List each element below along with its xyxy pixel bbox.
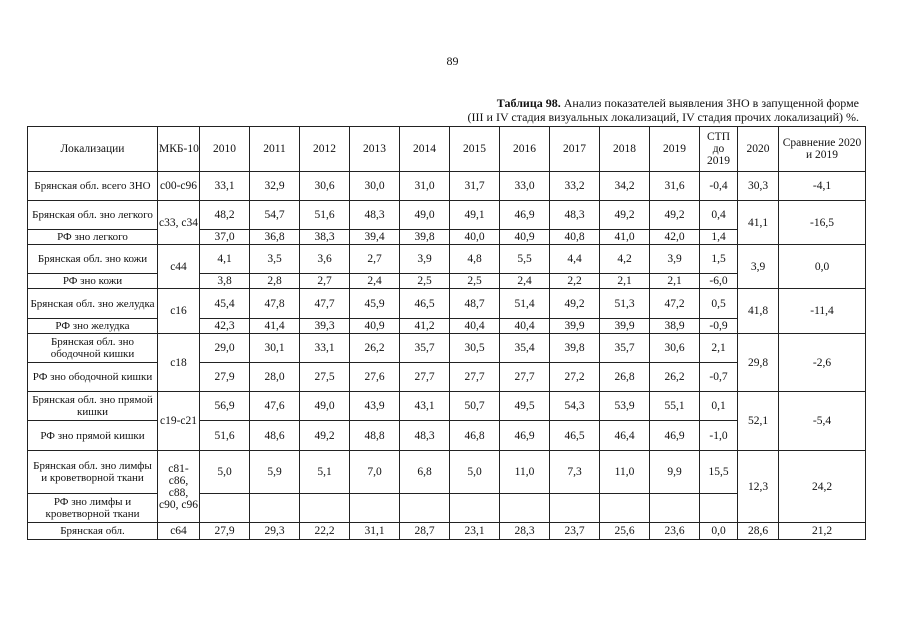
cell: 26,8 (600, 363, 650, 392)
comparison-cell: 21,2 (779, 523, 866, 540)
row-label: РФ зно желудка (28, 319, 158, 334)
cell: 5,0 (450, 451, 500, 494)
cell: 31,7 (450, 172, 500, 201)
cell: 22,2 (300, 523, 350, 540)
row-label: Брянская обл. (28, 523, 158, 540)
cell: 39,9 (600, 319, 650, 334)
cell: 7,0 (350, 451, 400, 494)
cell: 27,7 (500, 363, 550, 392)
cell: 46,9 (500, 201, 550, 230)
row-label: РФ зно ободочной кишки (28, 363, 158, 392)
cell: 2,7 (350, 245, 400, 274)
table-row (28, 245, 866, 274)
cell: 3,8 (200, 274, 250, 289)
y2020-cell: 3,9 (738, 245, 779, 289)
cell (550, 494, 600, 523)
stp-cell: -0,4 (700, 172, 738, 201)
stp-cell: 0,1 (700, 392, 738, 421)
cell: 11,0 (600, 451, 650, 494)
cell: 49,0 (300, 392, 350, 421)
cell: 28,0 (250, 363, 300, 392)
stp-cell: -1,0 (700, 421, 738, 451)
caption-line1: Анализ показателей выявления ЗНО в запущенной форме (560, 96, 859, 110)
cell (200, 494, 250, 523)
y2020-cell: 52,1 (738, 392, 779, 451)
cell: 34,2 (600, 172, 650, 201)
mkb-code: c64 (158, 523, 200, 540)
cell: 28,7 (400, 523, 450, 540)
cell: 55,1 (650, 392, 700, 421)
stp-cell: 2,1 (700, 334, 738, 363)
table-row (28, 392, 866, 421)
cell: 47,2 (650, 289, 700, 319)
mkb-code: c33, c34 (158, 201, 200, 245)
header-2020: 2020 (738, 127, 779, 172)
cell: 49,2 (550, 289, 600, 319)
comparison-cell: 0,0 (779, 245, 866, 289)
cell: 40,9 (350, 319, 400, 334)
row-label: Брянская обл. зно лимфы и кроветворной ткани (28, 451, 158, 494)
cell: 41,0 (600, 230, 650, 245)
cell: 39,9 (550, 319, 600, 334)
cell: 27,9 (200, 523, 250, 540)
cell: 30,6 (650, 334, 700, 363)
cell: 3,5 (250, 245, 300, 274)
cell: 32,9 (250, 172, 300, 201)
cell: 5,9 (250, 451, 300, 494)
y2020-cell: 41,8 (738, 289, 779, 334)
cell: 48,7 (450, 289, 500, 319)
cell: 48,3 (400, 421, 450, 451)
cell: 46,9 (500, 421, 550, 451)
mkb-code: c00-c96 (158, 172, 200, 201)
cell (500, 494, 550, 523)
cell: 3,9 (650, 245, 700, 274)
row-label: Брянская обл. зно кожи (28, 245, 158, 274)
cell: 56,9 (200, 392, 250, 421)
cell: 40,4 (450, 319, 500, 334)
cell: 27,5 (300, 363, 350, 392)
cell: 39,4 (350, 230, 400, 245)
cell: 2,7 (300, 274, 350, 289)
table-row (28, 201, 866, 230)
cell: 38,3 (300, 230, 350, 245)
cell: 38,9 (650, 319, 700, 334)
cell: 33,2 (550, 172, 600, 201)
cell: 9,9 (650, 451, 700, 494)
cell: 48,6 (250, 421, 300, 451)
cell (350, 494, 400, 523)
cell: 31,1 (350, 523, 400, 540)
header-2013: 2013 (350, 127, 400, 172)
row-label: РФ зно лимфы и кроветворной ткани (28, 494, 158, 523)
table-row (28, 289, 866, 319)
cell (650, 494, 700, 523)
cell (600, 494, 650, 523)
cell: 2,5 (400, 274, 450, 289)
cell: 45,4 (200, 289, 250, 319)
cell: 43,1 (400, 392, 450, 421)
header-2018: 2018 (600, 127, 650, 172)
cell: 27,2 (550, 363, 600, 392)
cell: 49,5 (500, 392, 550, 421)
cell: 35,7 (600, 334, 650, 363)
row-label: РФ зно кожи (28, 274, 158, 289)
header-2010: 2010 (200, 127, 250, 172)
stp-cell: 15,5 (700, 451, 738, 494)
cell: 49,2 (600, 201, 650, 230)
cell: 25,6 (600, 523, 650, 540)
header-2014: 2014 (400, 127, 450, 172)
comparison-cell: -4,1 (779, 172, 866, 201)
detection-table (27, 126, 866, 540)
cell: 2,4 (500, 274, 550, 289)
cell: 46,8 (450, 421, 500, 451)
cell: 41,4 (250, 319, 300, 334)
stp-cell: 0,5 (700, 289, 738, 319)
cell: 39,8 (400, 230, 450, 245)
cell: 3,6 (300, 245, 350, 274)
cell: 30,5 (450, 334, 500, 363)
cell: 49,0 (400, 201, 450, 230)
row-label: Брянская обл. всего ЗНО (28, 172, 158, 201)
row-label: Брянская обл. зно прямой кишки (28, 392, 158, 421)
y2020-cell: 41,1 (738, 201, 779, 245)
stp-cell (700, 494, 738, 523)
cell: 40,0 (450, 230, 500, 245)
cell: 4,2 (600, 245, 650, 274)
mkb-code: c44 (158, 245, 200, 289)
cell: 35,7 (400, 334, 450, 363)
header-2012: 2012 (300, 127, 350, 172)
cell: 47,8 (250, 289, 300, 319)
cell: 49,2 (300, 421, 350, 451)
comparison-cell: 24,2 (779, 451, 866, 523)
cell: 47,7 (300, 289, 350, 319)
cell: 33,0 (500, 172, 550, 201)
cell: 28,3 (500, 523, 550, 540)
cell: 23,6 (650, 523, 700, 540)
cell: 39,8 (550, 334, 600, 363)
cell: 33,1 (300, 334, 350, 363)
header-2015: 2015 (450, 127, 500, 172)
cell: 53,9 (600, 392, 650, 421)
stp-cell: 1,4 (700, 230, 738, 245)
stp-cell: -0,7 (700, 363, 738, 392)
cell: 51,6 (300, 201, 350, 230)
cell: 43,9 (350, 392, 400, 421)
caption-label: Таблица 98. (496, 96, 561, 110)
stp-cell: 0,4 (700, 201, 738, 230)
header-2017: 2017 (550, 127, 600, 172)
cell: 49,1 (450, 201, 500, 230)
cell (450, 494, 500, 523)
cell: 5,5 (500, 245, 550, 274)
comparison-cell: -5,4 (779, 392, 866, 451)
row-label: Брянская обл. зно легкого (28, 201, 158, 230)
cell: 11,0 (500, 451, 550, 494)
row-label: РФ зно прямой кишки (28, 421, 158, 451)
cell: 35,4 (500, 334, 550, 363)
cell: 7,3 (550, 451, 600, 494)
table-row (28, 523, 866, 540)
table-row (28, 451, 866, 494)
cell: 30,0 (350, 172, 400, 201)
y2020-cell: 12,3 (738, 451, 779, 523)
cell: 30,1 (250, 334, 300, 363)
cell: 3,9 (400, 245, 450, 274)
cell: 31,0 (400, 172, 450, 201)
header-row (28, 127, 866, 172)
cell: 42,3 (200, 319, 250, 334)
cell: 46,9 (650, 421, 700, 451)
caption-line2: (III и IV стадия визуальных локализаций, IV стадия прочих локализаций) %. (467, 110, 859, 124)
cell: 46,5 (550, 421, 600, 451)
cell: 31,6 (650, 172, 700, 201)
cell: 29,0 (200, 334, 250, 363)
table-caption (468, 96, 859, 124)
cell: 42,0 (650, 230, 700, 245)
cell: 54,3 (550, 392, 600, 421)
cell: 2,4 (350, 274, 400, 289)
cell: 6,8 (400, 451, 450, 494)
mkb-code: c16 (158, 289, 200, 334)
cell (400, 494, 450, 523)
cell: 27,7 (400, 363, 450, 392)
header-mkb: МКБ-10 (158, 127, 200, 172)
cell: 4,4 (550, 245, 600, 274)
cell: 2,2 (550, 274, 600, 289)
cell: 36,8 (250, 230, 300, 245)
cell: 40,4 (500, 319, 550, 334)
cell: 37,0 (200, 230, 250, 245)
cell: 41,2 (400, 319, 450, 334)
y2020-cell: 28,6 (738, 523, 779, 540)
cell: 47,6 (250, 392, 300, 421)
cell: 2,1 (600, 274, 650, 289)
row-label: Брянская обл. зно ободочной кишки (28, 334, 158, 363)
cell: 27,9 (200, 363, 250, 392)
header-localization: Локализации (28, 127, 158, 172)
table-row (28, 334, 866, 363)
mkb-code: c81-c86, c88, c90, c96 (158, 451, 200, 523)
cell: 2,5 (450, 274, 500, 289)
page-number: 89 (446, 54, 459, 68)
stp-cell: 1,5 (700, 245, 738, 274)
cell: 2,8 (250, 274, 300, 289)
cell: 26,2 (650, 363, 700, 392)
cell: 51,4 (500, 289, 550, 319)
cell: 2,1 (650, 274, 700, 289)
cell: 27,6 (350, 363, 400, 392)
cell: 33,1 (200, 172, 250, 201)
cell: 5,0 (200, 451, 250, 494)
stp-cell: 0,0 (700, 523, 738, 540)
y2020-cell: 29,8 (738, 334, 779, 392)
cell: 49,2 (650, 201, 700, 230)
table-row (28, 172, 866, 201)
cell: 29,3 (250, 523, 300, 540)
cell (300, 494, 350, 523)
row-label: Брянская обл. зно желудка (28, 289, 158, 319)
comparison-cell: -11,4 (779, 289, 866, 334)
cell: 48,8 (350, 421, 400, 451)
cell: 40,9 (500, 230, 550, 245)
mkb-code: c19-c21 (158, 392, 200, 451)
cell: 40,8 (550, 230, 600, 245)
row-label: РФ зно легкого (28, 230, 158, 245)
y2020-cell: 30,3 (738, 172, 779, 201)
cell: 51,3 (600, 289, 650, 319)
cell: 4,8 (450, 245, 500, 274)
header-stp: СТП до 2019 (700, 127, 738, 172)
cell: 50,7 (450, 392, 500, 421)
header-2011: 2011 (250, 127, 300, 172)
cell: 46,4 (600, 421, 650, 451)
cell: 5,1 (300, 451, 350, 494)
cell: 46,5 (400, 289, 450, 319)
cell: 30,6 (300, 172, 350, 201)
cell: 51,6 (200, 421, 250, 451)
stp-cell: -0,9 (700, 319, 738, 334)
cell: 54,7 (250, 201, 300, 230)
cell (250, 494, 300, 523)
cell: 27,7 (450, 363, 500, 392)
cell: 48,3 (550, 201, 600, 230)
cell: 39,3 (300, 319, 350, 334)
cell: 45,9 (350, 289, 400, 319)
header-comparison: Сравнение 2020 и 2019 (779, 127, 866, 172)
cell: 23,1 (450, 523, 500, 540)
comparison-cell: -2,6 (779, 334, 866, 392)
comparison-cell: -16,5 (779, 201, 866, 245)
cell: 48,3 (350, 201, 400, 230)
stp-cell: -6,0 (700, 274, 738, 289)
mkb-code: c18 (158, 334, 200, 392)
header-2019: 2019 (650, 127, 700, 172)
cell: 48,2 (200, 201, 250, 230)
cell: 26,2 (350, 334, 400, 363)
cell: 4,1 (200, 245, 250, 274)
header-2016: 2016 (500, 127, 550, 172)
cell: 23,7 (550, 523, 600, 540)
